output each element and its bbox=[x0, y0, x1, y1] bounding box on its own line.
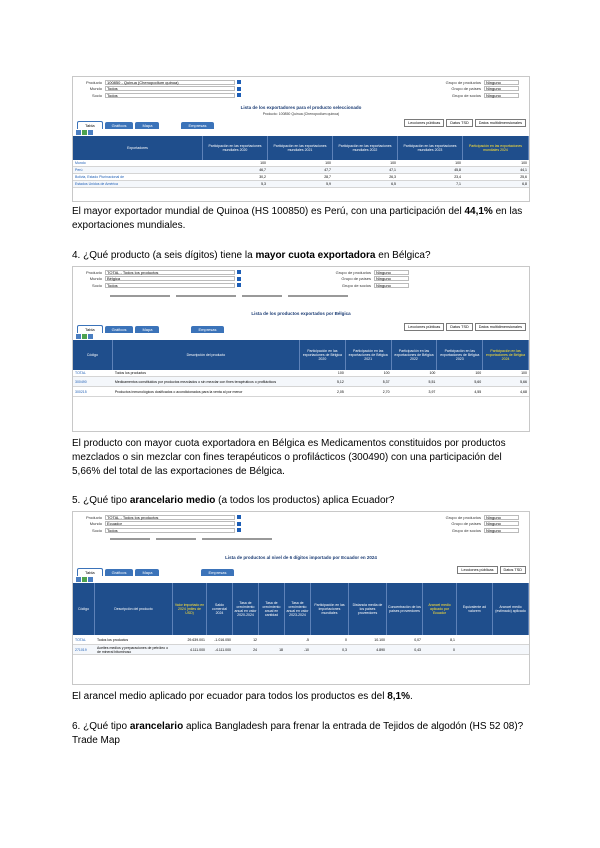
table-cell: -10 bbox=[303, 647, 309, 652]
tab-mapa[interactable]: Mapa bbox=[135, 122, 159, 129]
screenshot-exporters-quinoa bbox=[72, 76, 530, 202]
field-producto[interactable]: Producto TOTAL - Todos los productos bbox=[77, 514, 525, 521]
table-cell: 2,70 bbox=[382, 389, 390, 394]
datos-multidim-button[interactable]: Datos multidimensionales bbox=[475, 119, 526, 127]
table-header: Código Descripción del producto Valor importado en 2024 (miles de USD) Saldo comercial 2024 Tasa de crecimiento anual en valor 2020-2024 Tasa de crecimiento anual en cantidad Tasa de crecimiento anual en valor 2023-2024 Participación en las importaciones mundiales Distancia media de los países proveedores Concentración de los países proveedores Arancel medio aplicado por Ecuador Equivalente ad valorem Arancel medio (estimado) aplicado bbox=[73, 583, 529, 635]
table-cell: 100 bbox=[260, 161, 266, 165]
lecciones-button[interactable]: Lecciones públicas bbox=[457, 566, 497, 574]
tab-empresas[interactable]: Empresas bbox=[201, 569, 233, 576]
field-socio[interactable]: Socio Todos bbox=[77, 92, 525, 99]
table-cell: 12 bbox=[253, 637, 257, 642]
field-grupo-productos[interactable]: Grupo de productos Ninguno bbox=[444, 514, 519, 521]
dropdown-icon[interactable] bbox=[237, 515, 241, 519]
tab-empresas[interactable]: Empresas bbox=[191, 326, 223, 333]
table-cell: 100 bbox=[383, 371, 390, 375]
product-description: Medicamentos constituidos por productos mezclados o sin mezclar con fines terapéuticos o profilácticos bbox=[114, 379, 277, 384]
table-cell: 100 bbox=[455, 161, 461, 165]
screenshot-belgium-exports bbox=[72, 266, 530, 432]
tab-bar bbox=[73, 566, 529, 576]
table-cell: 0 bbox=[345, 637, 347, 642]
table-header: Exportadores Participación en las exportaciones mundiales 2020 Participación en las exportaciones mundiales 2021 Participación en las exportaciones mundiales 2022 Participación en las exportaciones mundiales 2023 Participación en las exportaciones mundiales 2024 bbox=[73, 136, 529, 160]
product-description: Aceites medios y preparaciones de petróleo o de mineral bituminoso bbox=[97, 645, 169, 654]
filter-dropdowns bbox=[77, 293, 525, 300]
table-subtitle: Producto: 100850 Quinua (Chenopodium quinoa) bbox=[262, 112, 340, 116]
field-grupo-paises[interactable]: Grupo de países Ninguno bbox=[334, 276, 409, 283]
tab-tabla[interactable]: Tabla bbox=[77, 121, 103, 129]
lecciones-button[interactable]: Lecciones públicas bbox=[404, 119, 444, 127]
field-producto[interactable]: Producto 100850 - Quinua (Chenopodium quinoa) bbox=[77, 79, 525, 86]
field-grupo-productos[interactable]: Grupo de productos Ninguno bbox=[334, 269, 409, 276]
table-cell: 25,6 bbox=[520, 175, 527, 179]
table-cell: 8,1 bbox=[450, 637, 455, 642]
txt-icon[interactable] bbox=[88, 130, 93, 135]
table-body bbox=[73, 635, 529, 655]
dropdown-icon[interactable] bbox=[237, 522, 241, 526]
export-icon[interactable] bbox=[76, 334, 81, 339]
exporter-name[interactable]: Bolivia, Estado Plurinacional de bbox=[75, 175, 125, 179]
table-cell: 23,4 bbox=[454, 175, 461, 179]
table-cell: 4.111.000 bbox=[189, 647, 205, 652]
table-cell: 2,05 bbox=[336, 389, 344, 394]
table-cell: 6,8 bbox=[522, 182, 527, 186]
table-cell: 0 bbox=[453, 647, 455, 652]
lecciones-button[interactable]: Lecciones públicas bbox=[404, 323, 444, 331]
table-cell: 30,2 bbox=[259, 175, 266, 179]
screenshot-ecuador-tariffs bbox=[72, 511, 530, 685]
table-cell: 45,8 bbox=[454, 168, 461, 172]
product-description: Todos los productos bbox=[114, 371, 146, 375]
field-grupo-paises[interactable]: Grupo de países Ninguno bbox=[444, 521, 519, 528]
filter-dropdowns bbox=[77, 536, 525, 543]
product-code[interactable]: 300215 bbox=[75, 389, 87, 394]
tab-bar bbox=[73, 323, 529, 333]
tab-bar bbox=[73, 119, 529, 129]
table-cell: 6,5 bbox=[391, 182, 396, 186]
field-mundo[interactable]: Mundo Bélgica bbox=[77, 276, 525, 283]
table-cell: 5,66 bbox=[520, 379, 527, 384]
dropdown-icon[interactable] bbox=[237, 283, 241, 287]
table-cell: 46,7 bbox=[259, 168, 266, 172]
search-form bbox=[73, 267, 529, 307]
table-header: Código Descripción del producto Participación en las exportaciones de Bélgica 2020 Participación en las exportaciones de Bélgica 2021 Participación en las exportaciones de Bélgica 2022 Participación en las exportaciones de Bélgica 2023 Participación en las exportaciones de Bélgica 2024 bbox=[73, 340, 529, 370]
txt-icon[interactable] bbox=[88, 577, 93, 582]
table-cell: 100 bbox=[325, 161, 331, 165]
table-row[interactable] bbox=[73, 181, 529, 188]
table-cell: 4.890 bbox=[376, 647, 385, 652]
answer-paragraph-1: El mayor exportador mundial de Quinoa (HS 100850) es Perú, con una participación del 44,1% en las exportaciones mundiales. bbox=[72, 206, 523, 231]
dropdown-icon[interactable] bbox=[237, 277, 241, 281]
field-grupo-socios[interactable]: Grupo de socios Ninguno bbox=[334, 282, 409, 289]
table-cell: 5,60 bbox=[474, 379, 482, 384]
datos-multidim-button[interactable]: Datos multidimensionales bbox=[475, 323, 526, 331]
table-cell: 5,9 bbox=[326, 182, 331, 186]
table-cell: 0,43 bbox=[414, 647, 421, 652]
dropdown-icon[interactable] bbox=[237, 93, 241, 97]
exporter-name[interactable]: Estados Unidos de América bbox=[75, 182, 118, 186]
tab-tabla[interactable]: Tabla bbox=[77, 568, 103, 576]
table-cell: 100 bbox=[475, 371, 482, 375]
table-cell: 24 bbox=[253, 647, 257, 652]
table-cell: 29.639.001 bbox=[187, 637, 205, 642]
search-form bbox=[73, 77, 529, 103]
table-cell: 5,37 bbox=[382, 379, 390, 384]
table-cell: 44,1 bbox=[520, 168, 527, 172]
tab-empresas[interactable]: Empresas bbox=[181, 122, 213, 129]
table-cell: 28,7 bbox=[324, 175, 331, 179]
answer-paragraph-3: El arancel medio aplicado por ecuador para todos los productos es del 8,1%. bbox=[72, 691, 413, 702]
table-cell: -4.111.000 bbox=[214, 647, 231, 652]
dropdown-icon[interactable] bbox=[237, 80, 241, 84]
table-cell: 7,1 bbox=[456, 182, 461, 186]
table-row[interactable] bbox=[73, 377, 529, 387]
table-row[interactable] bbox=[73, 160, 529, 167]
field-socio[interactable]: Socio Todos bbox=[77, 527, 525, 534]
exporter-name[interactable]: Perú bbox=[75, 168, 83, 172]
table-cell: 100 bbox=[390, 161, 396, 165]
field-mundo[interactable]: Mundo Todos bbox=[77, 86, 525, 93]
table-cell: 18 bbox=[279, 647, 283, 652]
table-cell: 10.100 bbox=[374, 637, 385, 642]
field-socio[interactable]: Socio Todos bbox=[77, 282, 525, 289]
product-code[interactable]: 300490 bbox=[75, 379, 87, 384]
table-row[interactable] bbox=[73, 387, 529, 397]
dropdown-icon[interactable] bbox=[237, 270, 241, 274]
excel-icon[interactable] bbox=[82, 577, 87, 582]
table-cell: 47,1 bbox=[389, 168, 396, 172]
field-grupo-socios[interactable]: Grupo de socios Ninguno bbox=[444, 92, 519, 99]
tab-graficos[interactable]: Gráficos bbox=[105, 326, 134, 333]
table-body bbox=[73, 160, 529, 188]
product-code[interactable]: TOTAL bbox=[75, 371, 86, 375]
table-cell: 0,07 bbox=[414, 637, 421, 642]
field-grupo-productos[interactable]: Grupo de productos Ninguno bbox=[444, 79, 519, 86]
table-cell: 0,3 bbox=[342, 647, 347, 652]
table-cell: -5 bbox=[305, 637, 309, 642]
question-5: 5. ¿Qué tipo arancelario medio (a todos los productos) aplica Ecuador? bbox=[72, 495, 395, 506]
table-row[interactable] bbox=[73, 645, 529, 655]
table-cell: 3,97 bbox=[428, 389, 436, 394]
datos-tsd-button[interactable]: Datos TSD bbox=[446, 119, 473, 127]
tab-graficos[interactable]: Gráficos bbox=[105, 122, 134, 129]
table-controls bbox=[73, 333, 529, 340]
table-title: Lista de los exportadores para el producto seleccionado bbox=[240, 105, 362, 110]
table-cell: 100 bbox=[429, 371, 436, 375]
datos-tsd-button[interactable]: Datos TSD bbox=[500, 566, 527, 574]
tab-mapa[interactable]: Mapa bbox=[135, 569, 159, 576]
field-grupo-paises[interactable]: Grupo de países Ninguno bbox=[444, 86, 519, 93]
field-mundo[interactable]: Mundo Ecuador bbox=[77, 521, 525, 528]
table-title: Lista de productos al nivel de 6 dígitos importado por Ecuador en 2024 bbox=[225, 555, 377, 560]
table-cell: 47,7 bbox=[324, 168, 331, 172]
product-description: Todos los productos bbox=[97, 637, 129, 642]
table-controls bbox=[73, 129, 529, 136]
table-cell: 26,3 bbox=[389, 175, 396, 179]
table-row[interactable] bbox=[73, 167, 529, 174]
table-row[interactable] bbox=[73, 174, 529, 181]
dropdown-icon[interactable] bbox=[237, 87, 241, 91]
table-cell: 100 bbox=[337, 371, 344, 375]
export-icon[interactable] bbox=[76, 130, 81, 135]
table-cell: 100 bbox=[521, 371, 527, 375]
exporter-name[interactable]: Mundo bbox=[75, 161, 86, 165]
table-controls bbox=[73, 576, 529, 583]
table-title: Lista de los productos exportados por Bélgica bbox=[251, 311, 351, 316]
txt-icon[interactable] bbox=[88, 334, 93, 339]
table-cell: 4,55 bbox=[474, 389, 482, 394]
tab-mapa[interactable]: Mapa bbox=[135, 326, 159, 333]
table-cell: 100 bbox=[521, 161, 527, 165]
tab-tabla[interactable]: Tabla bbox=[77, 325, 103, 333]
search-form bbox=[73, 512, 529, 552]
field-grupo-socios[interactable]: Grupo de socios Ninguno bbox=[444, 527, 519, 534]
table-row[interactable] bbox=[73, 370, 529, 377]
answer-paragraph-2: El producto con mayor cuota exportadora en Bélgica es Medicamentos constituidos por productos mezclados o sin mezclar con fines terapéuticos o profilácticos (300490) con una participación del 5,66% del total de las exportaciones de Bélgica. bbox=[72, 438, 506, 477]
product-code[interactable]: 271019 bbox=[75, 647, 87, 652]
table-cell: 5,51 bbox=[428, 379, 436, 384]
table-cell: 4,68 bbox=[520, 389, 527, 394]
product-description: Productos inmunológicos dosificados o acondicionados para la venta al por menor bbox=[114, 389, 243, 394]
table-cell: 5,3 bbox=[261, 182, 266, 186]
table-row[interactable] bbox=[73, 635, 529, 645]
question-4: 4. ¿Qué producto (a seis dígitos) tiene la mayor cuota exportadora en Bélgica? bbox=[72, 250, 431, 261]
tab-graficos[interactable]: Gráficos bbox=[105, 569, 134, 576]
datos-tsd-button[interactable]: Datos TSD bbox=[446, 323, 473, 331]
field-producto[interactable]: Producto TOTAL - Todos los productos bbox=[77, 269, 525, 276]
export-icon[interactable] bbox=[76, 577, 81, 582]
excel-icon[interactable] bbox=[82, 334, 87, 339]
product-code[interactable]: TOTAL bbox=[75, 637, 86, 642]
excel-icon[interactable] bbox=[82, 130, 87, 135]
question-6: 6. ¿Qué tipo arancelario aplica Bangladesh para frenar la entrada de Tejidos de algodón (HS 52 08)? Trade Map bbox=[72, 721, 524, 746]
table-body bbox=[73, 370, 529, 397]
table-cell: -1.016.050 bbox=[214, 637, 231, 642]
dropdown-icon[interactable] bbox=[237, 528, 241, 532]
table-cell: 5,12 bbox=[336, 379, 344, 384]
